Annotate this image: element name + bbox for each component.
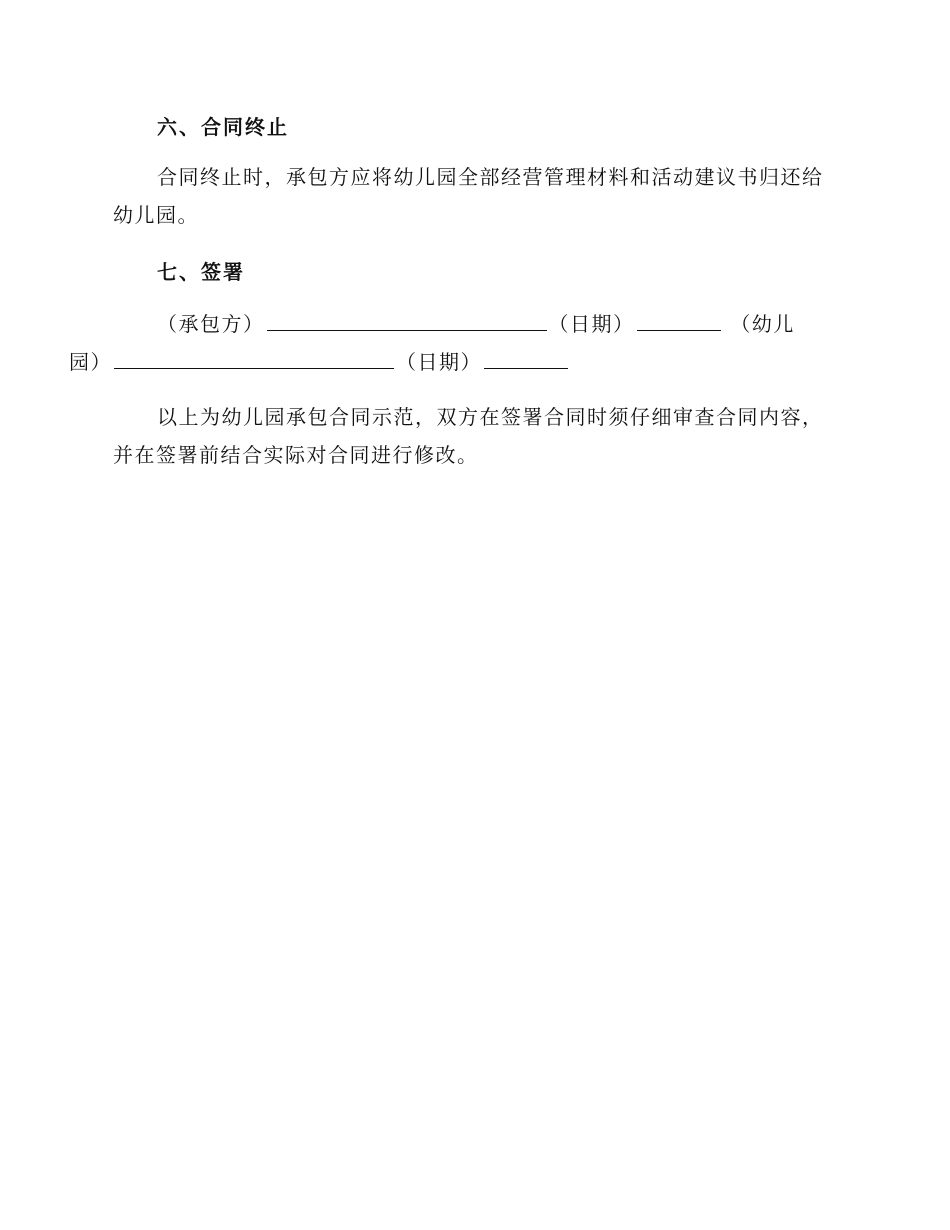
contractor-label: （承包方） <box>157 312 265 336</box>
date-label-contractor: （日期） <box>548 312 635 336</box>
signature-paragraph <box>69 305 833 381</box>
termination-paragraph: 合同终止时，承包方应将幼儿园全部经营管理材料和活动建议书归还给幼儿园。 <box>113 165 824 227</box>
kindergarten-signature-blank[interactable] <box>114 348 394 369</box>
contractor-signature-blank[interactable] <box>267 310 547 331</box>
kindergarten-label-start: （幼儿 <box>730 312 795 336</box>
section-heading-signature: 七、签署 <box>157 260 245 284</box>
kindergarten-date-blank[interactable] <box>484 348 568 369</box>
contractor-date-blank[interactable] <box>637 310 721 331</box>
date-label-kindergarten: （日期） <box>396 350 482 374</box>
kindergarten-label-end: 园） <box>69 350 112 374</box>
closing-paragraph: 以上为幼儿园承包合同示范，双方在签署合同时须仔细审查合同内容，并在签署前结合实际对合同进行修改。 <box>113 405 824 467</box>
section-heading-termination: 六、合同终止 <box>157 115 289 139</box>
